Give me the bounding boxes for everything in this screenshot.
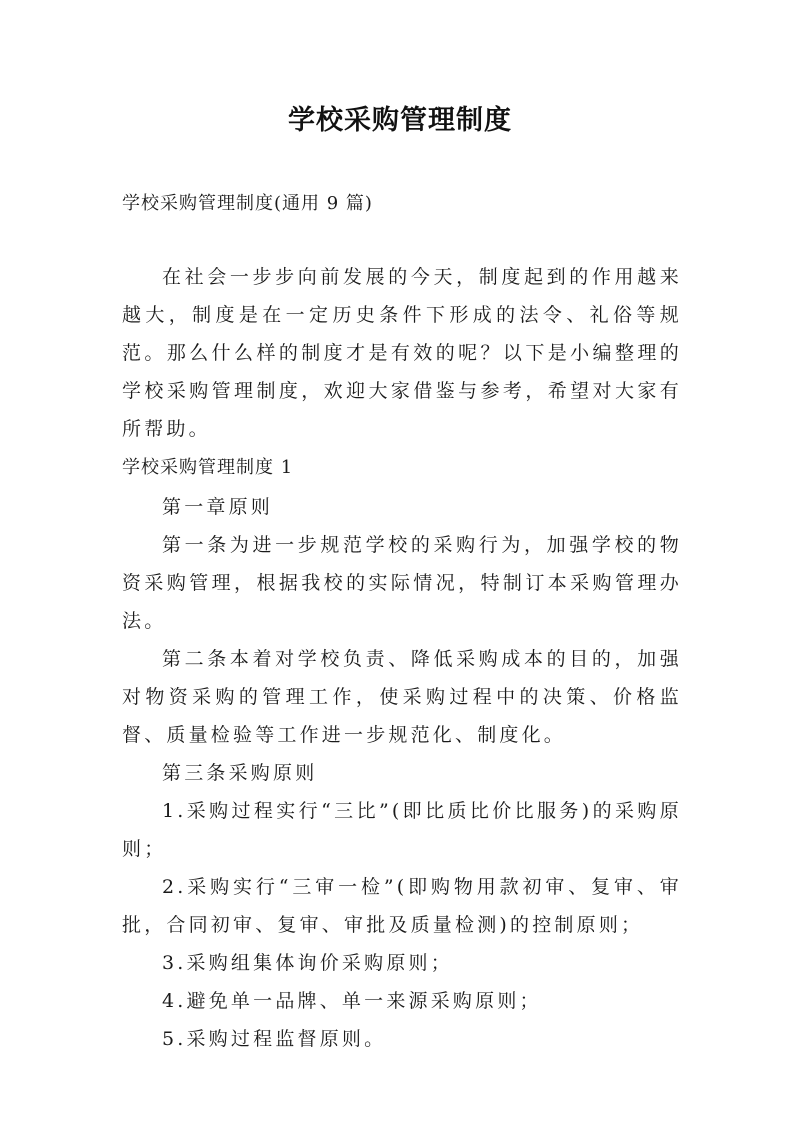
section-heading: 学校采购管理制度 1 xyxy=(122,457,294,478)
list-item: 2.采购实行“三审一检”(即购物用款初审、复审、审批，合同初审、复审、审批及质量检测)的控制原则； xyxy=(122,876,682,936)
list-item: 4.避免单一品牌、单一来源采购原则； xyxy=(162,990,542,1012)
intro-paragraph: 在社会一步步向前发展的今天，制度起到的作用越来越大，制度是在一定历史条件下形成的法令、礼俗等规范。那么什么样的制度才是有效的呢？以下是小编整理的学校采购管理制度，欢迎大家借鉴与参考，希望对大家有所帮助。 xyxy=(122,266,682,440)
list-item: 1.采购过程实行“三比”(即比质比价比服务)的采购原则； xyxy=(122,800,682,860)
section-body xyxy=(122,488,682,1058)
document-subtitle: 学校采购管理制度(通用 9 篇) xyxy=(122,193,373,214)
chapter-heading: 第一章原则 xyxy=(162,496,274,518)
document-title: 学校采购管理制度 xyxy=(288,105,512,136)
article-paragraph: 第三条采购原则 xyxy=(162,762,318,784)
list-item: 5.采购过程监督原则。 xyxy=(162,1028,387,1050)
article-paragraph: 第二条本着对学校负责、降低采购成本的目的，加强对物资采购的管理工作，使采购过程中的决策、价格监督、质量检验等工作进一步规范化、制度化。 xyxy=(122,648,682,746)
article-paragraph: 第一条为进一步规范学校的采购行为，加强学校的物资采购管理，根据我校的实际情况，特制订本采购管理办法。 xyxy=(122,534,682,632)
list-item: 3.采购组集体询价采购原则； xyxy=(162,952,453,974)
